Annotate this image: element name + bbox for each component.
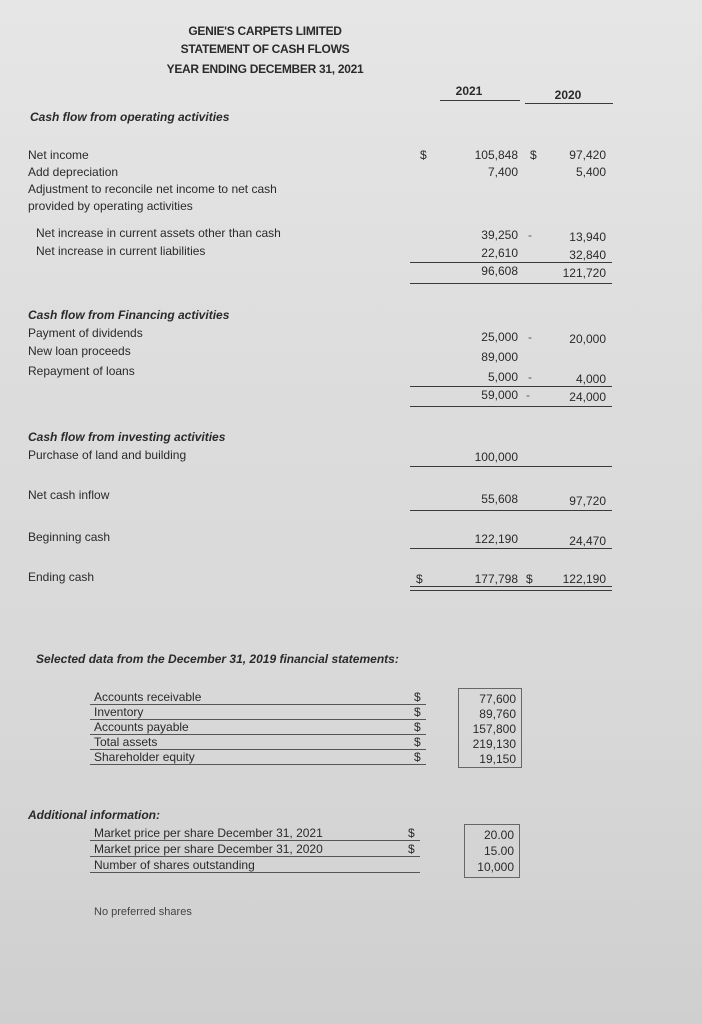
- net-income-2020: 97,420: [569, 148, 606, 162]
- financing-total-dash: -: [526, 388, 530, 402]
- current-liabilities-2020: 32,840: [569, 248, 606, 262]
- operating-section-title: Cash flow from operating activities: [30, 110, 230, 124]
- row-label: Shareholder equity: [94, 750, 195, 764]
- table-row: [90, 690, 426, 705]
- ending-cash-label: Ending cash: [28, 570, 95, 584]
- repayment-2020: 4,000: [575, 372, 606, 386]
- financing-total-2020: 24,000: [569, 390, 606, 404]
- net-income-2021: 105,848: [474, 148, 518, 162]
- financing-total-line: [410, 406, 612, 407]
- selected-value: 219,130: [472, 737, 516, 751]
- company-name: GENIE'S CARPETS LIMITED: [188, 24, 342, 38]
- beginning-cash-line: [410, 548, 612, 549]
- ending-cash-2021: 177,798: [474, 572, 518, 586]
- row-dollar: $: [414, 705, 421, 719]
- net-income-dollar: $: [420, 148, 427, 162]
- row-label: Accounts payable: [94, 720, 189, 734]
- additional-info-title: Additional information:: [28, 808, 160, 822]
- new-loan-2021: 89,000: [481, 350, 518, 364]
- investing-section-title: Cash flow from investing activities: [28, 430, 226, 444]
- preferred-shares-note: No preferred shares: [94, 906, 192, 918]
- info-dollar: $: [408, 842, 415, 856]
- selected-value: 157,800: [472, 722, 516, 736]
- selected-value: 89,760: [479, 707, 516, 721]
- ending-cash-dollar: $: [416, 572, 423, 586]
- row-label: Accounts receivable: [94, 690, 202, 704]
- purchase-label: Purchase of land and building: [28, 448, 187, 462]
- info-label: Market price per share December 31, 2021: [94, 826, 323, 840]
- depreciation-2021: 7,400: [487, 165, 518, 179]
- info-label: Market price per share December 31, 2020: [94, 842, 323, 856]
- repayment-label: Repayment of loans: [28, 364, 135, 378]
- operating-total-2020: 121,720: [562, 266, 606, 280]
- operating-total-2021: 96,608: [481, 264, 518, 278]
- selected-data-title: Selected data from the December 31, 2019 financial statements:: [36, 652, 399, 666]
- selected-value: 77,600: [479, 692, 516, 706]
- new-loan-label: New loan proceeds: [28, 344, 131, 358]
- info-value: 20.00: [483, 828, 514, 842]
- list-item: [90, 842, 420, 857]
- current-assets-label: Net increase in current assets other than cash: [36, 226, 281, 240]
- list-item: [90, 826, 420, 841]
- col-2020-header: 2020: [554, 88, 582, 102]
- operating-total-line: [410, 283, 612, 284]
- table-row: [90, 720, 426, 735]
- info-dollar: $: [408, 826, 415, 840]
- col-2021-header: 2021: [455, 84, 483, 98]
- purchase-2021: 100,000: [474, 450, 518, 464]
- selected-value: 19,150: [479, 752, 516, 766]
- table-row: [90, 735, 426, 750]
- investing-line: [410, 466, 612, 467]
- ending-cash-2020: 122,190: [562, 572, 606, 586]
- row-dollar: $: [414, 735, 421, 749]
- repayment-dash: -: [528, 370, 532, 384]
- header-underline-2020: [525, 103, 613, 104]
- adjustment-label-1: Adjustment to reconcile net income to net cash: [28, 182, 277, 196]
- dividends-2021: 25,000: [481, 330, 518, 344]
- financing-total-2021: 59,000: [481, 388, 518, 402]
- current-assets-2020: 13,940: [569, 230, 606, 244]
- ending-cash-double-line: [410, 586, 612, 591]
- row-label: Inventory: [94, 705, 144, 719]
- net-income-dollar-2020: $: [530, 148, 537, 162]
- dividends-dash: -: [528, 330, 532, 344]
- repayment-2021: 5,000: [487, 370, 518, 384]
- ending-cash-dollar-2020: $: [526, 572, 533, 586]
- list-item: [90, 858, 420, 873]
- current-liabilities-2021: 22,610: [481, 246, 518, 260]
- depreciation-2020: 5,400: [575, 165, 606, 179]
- row-dollar: $: [414, 690, 421, 704]
- info-label: Number of shares outstanding: [94, 858, 255, 872]
- table-row: [90, 750, 426, 765]
- operating-subtotal-line: [410, 262, 612, 263]
- table-row: [90, 705, 426, 720]
- info-value: 10,000: [477, 860, 514, 874]
- row-label: Total assets: [94, 735, 158, 749]
- selected-values-box: [458, 688, 522, 768]
- financing-subtotal-line: [410, 386, 612, 387]
- depreciation-label: Add depreciation: [28, 165, 119, 179]
- header-underline-2021: [440, 100, 520, 101]
- financing-section-title: Cash flow from Financing activities: [28, 308, 230, 322]
- net-income-label: Net income: [28, 148, 89, 162]
- net-cash-line: [410, 510, 612, 511]
- dividends-2020: 20,000: [569, 332, 606, 346]
- net-cash-label: Net cash inflow: [28, 488, 110, 502]
- dividends-label: Payment of dividends: [28, 326, 143, 340]
- info-values-box: [464, 824, 520, 878]
- adjustment-label-2: provided by operating activities: [28, 199, 193, 213]
- current-liabilities-label: Net increase in current liabilities: [36, 244, 206, 258]
- info-value: 15.00: [483, 844, 514, 858]
- statement-title: STATEMENT OF CASH FLOWS: [180, 42, 350, 56]
- row-dollar: $: [414, 720, 421, 734]
- period-title: YEAR ENDING DECEMBER 31, 2021: [166, 62, 364, 76]
- row-dollar: $: [414, 750, 421, 764]
- beginning-cash-label: Beginning cash: [28, 530, 111, 544]
- current-assets-dash: -: [528, 228, 532, 242]
- current-assets-2021: 39,250: [481, 228, 518, 242]
- net-cash-2020: 97,720: [569, 494, 606, 508]
- beginning-cash-2020: 24,470: [569, 534, 606, 548]
- net-cash-2021: 55,608: [481, 492, 518, 506]
- beginning-cash-2021: 122,190: [474, 532, 518, 546]
